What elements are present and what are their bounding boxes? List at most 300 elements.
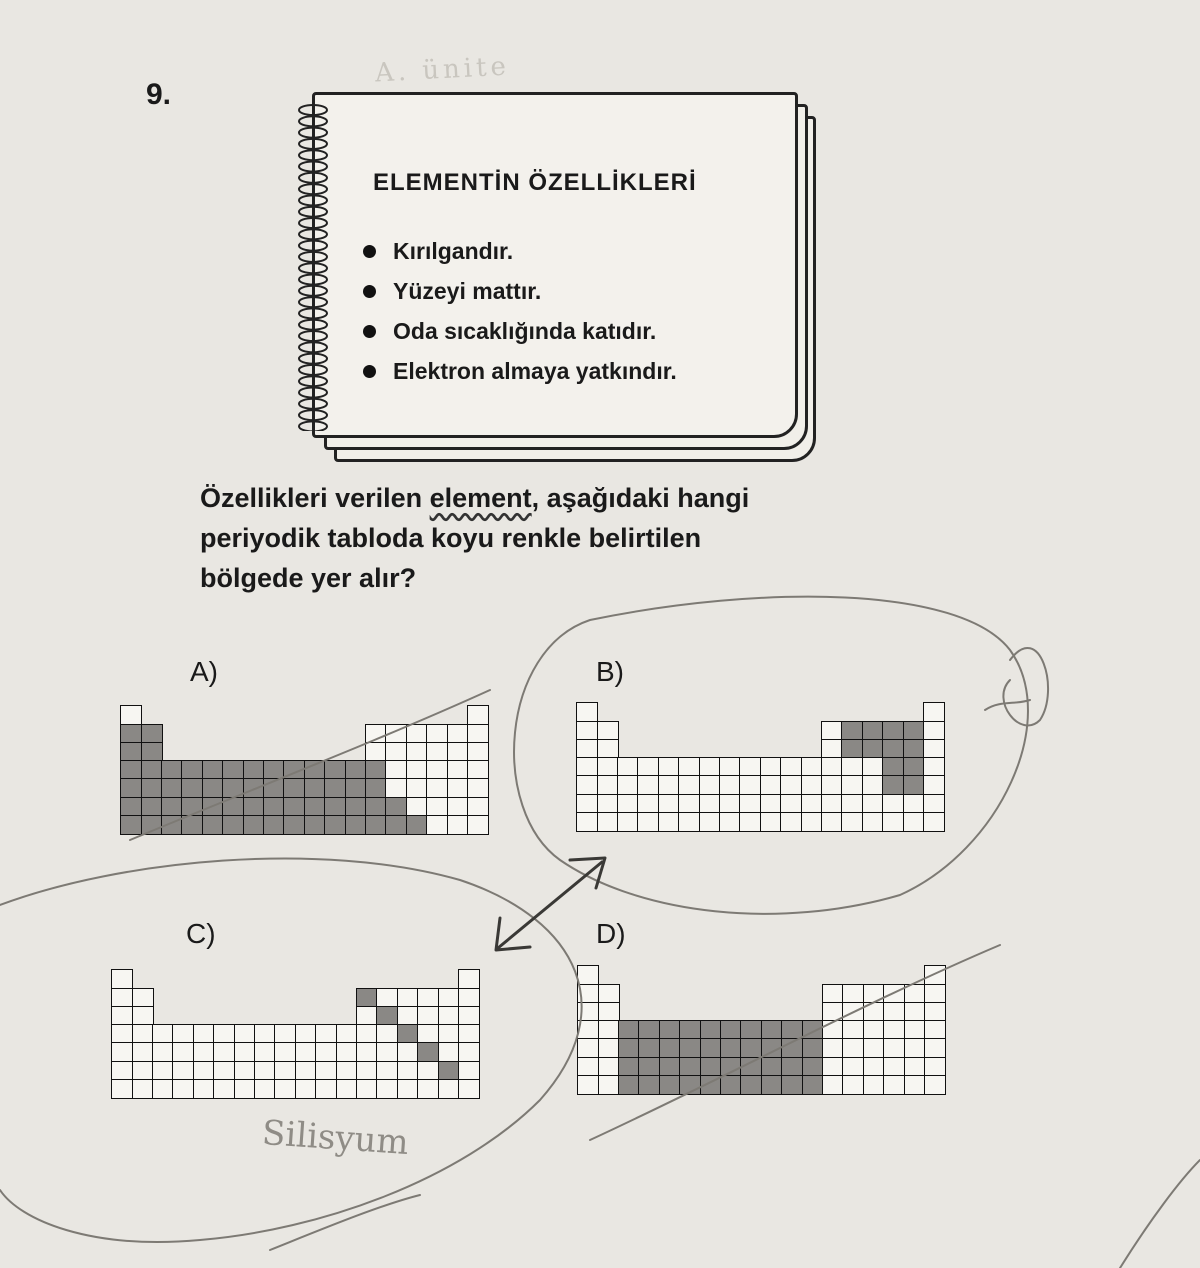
table-cell [822, 984, 844, 1004]
table-cell [802, 1075, 824, 1095]
table-cell [719, 775, 741, 795]
table-gap [162, 724, 182, 742]
table-cell [598, 1038, 620, 1058]
table-cell [780, 757, 802, 777]
table-cell [181, 815, 203, 835]
table-cell [882, 739, 904, 759]
table-gap [680, 966, 700, 984]
table-cell [576, 775, 598, 795]
table-cell [356, 1006, 378, 1026]
table-cell [760, 812, 782, 832]
table-gap [203, 743, 223, 761]
table-cell [132, 1061, 154, 1081]
table-cell [780, 775, 802, 795]
table-cell [111, 1079, 133, 1099]
table-cell [132, 988, 154, 1008]
table-cell [597, 794, 619, 814]
table-gap [162, 743, 182, 761]
table-cell [576, 812, 598, 832]
table-cell [458, 1042, 480, 1062]
table-cell [426, 760, 448, 780]
table-cell [638, 1075, 660, 1095]
table-cell [822, 1020, 844, 1040]
table-cell [781, 1057, 803, 1077]
table-cell [181, 797, 203, 817]
table-cell [141, 797, 163, 817]
table-cell [365, 724, 387, 744]
table-cell [862, 794, 884, 814]
table-cell [315, 1061, 337, 1081]
table-cell [862, 721, 884, 741]
table-gap [316, 1007, 336, 1025]
table-gap [659, 703, 679, 721]
table-cell [458, 1024, 480, 1044]
table-cell [699, 775, 721, 795]
table-gap [639, 1003, 659, 1021]
table-cell [458, 988, 480, 1008]
table-cell [903, 775, 925, 795]
table-cell [761, 1057, 783, 1077]
table-cell [222, 797, 244, 817]
table-cell [679, 1038, 701, 1058]
table-cell [274, 1024, 296, 1044]
table-cell [406, 797, 428, 817]
table-gap [638, 740, 658, 758]
table-cell [447, 797, 469, 817]
table-cell [141, 760, 163, 780]
table-cell [447, 742, 469, 762]
table-cell [801, 812, 823, 832]
table-gap [316, 970, 336, 988]
table-cell [883, 984, 905, 1004]
table-cell [923, 812, 945, 832]
table-cell [618, 1020, 640, 1040]
table-gap [802, 984, 822, 1002]
table-gap [264, 724, 284, 742]
table-cell [385, 797, 407, 817]
table-cell [152, 1061, 174, 1081]
table-cell [254, 1079, 276, 1099]
option-b-label[interactable]: B) [596, 656, 624, 687]
question-number: 9. [146, 78, 172, 111]
table-gap [680, 1003, 700, 1021]
table-cell [336, 1024, 358, 1044]
table-cell [234, 1042, 256, 1062]
table-cell [345, 815, 367, 835]
table-cell [821, 794, 843, 814]
table-gap [721, 1003, 741, 1021]
table-gap [194, 970, 214, 988]
table-gap [255, 988, 275, 1006]
table-cell [678, 775, 700, 795]
table-cell [406, 724, 428, 744]
table-cell [295, 1079, 317, 1099]
table-gap [275, 1007, 295, 1025]
table-cell [821, 757, 843, 777]
table-gap [638, 703, 658, 721]
table-gap [680, 984, 700, 1002]
table-cell [617, 757, 639, 777]
table-gap [700, 984, 720, 1002]
table-cell [172, 1061, 194, 1081]
table-cell [397, 1006, 419, 1026]
table-cell [111, 1006, 133, 1026]
table-cell [740, 1038, 762, 1058]
table-gap [203, 724, 223, 742]
table-cell [923, 794, 945, 814]
table-cell [699, 757, 721, 777]
table-cell [576, 721, 598, 741]
table-cell [618, 1038, 640, 1058]
table-cell [638, 1057, 660, 1077]
table-cell [376, 988, 398, 1008]
table-cell [132, 1042, 154, 1062]
table-gap [822, 703, 842, 721]
table-cell [222, 815, 244, 835]
table-cell [659, 1075, 681, 1095]
table-cell [781, 1075, 803, 1095]
table-cell [193, 1061, 215, 1081]
table-cell [406, 778, 428, 798]
table-cell [700, 1057, 722, 1077]
table-cell [426, 797, 448, 817]
table-gap [243, 724, 263, 742]
table-cell [417, 988, 439, 1008]
table-cell [417, 1006, 439, 1026]
option-c-periodic-table[interactable] [112, 970, 479, 1098]
table-cell [385, 778, 407, 798]
table-cell [904, 1020, 926, 1040]
table-gap [660, 1003, 680, 1021]
table-gap [659, 740, 679, 758]
table-cell [111, 1042, 133, 1062]
table-cell [780, 794, 802, 814]
table-gap [275, 970, 295, 988]
question-line1-suffix: , aşağıdaki hangi [531, 483, 750, 513]
table-cell [883, 1020, 905, 1040]
table-gap [618, 703, 638, 721]
table-gap [194, 988, 214, 1006]
table-cell [304, 815, 326, 835]
table-gap [173, 970, 193, 988]
table-cell [202, 815, 224, 835]
table-gap [720, 721, 740, 739]
option-a-periodic-table[interactable] [121, 706, 488, 834]
table-cell [576, 702, 598, 722]
table-cell [882, 812, 904, 832]
table-gap [618, 721, 638, 739]
table-gap [619, 1003, 639, 1021]
table-cell [304, 760, 326, 780]
table-gap [904, 966, 924, 984]
table-cell [447, 778, 469, 798]
table-cell [862, 757, 884, 777]
table-cell [883, 1057, 905, 1077]
table-cell [658, 775, 680, 795]
table-cell [903, 757, 925, 777]
table-cell [801, 794, 823, 814]
table-gap [781, 721, 801, 739]
table-cell [720, 1075, 742, 1095]
pencil-line-bottom [270, 1195, 420, 1250]
table-cell [577, 965, 599, 985]
table-cell [365, 815, 387, 835]
table-cell [467, 724, 489, 744]
table-gap [153, 1007, 173, 1025]
notebook-title: ELEMENTİN ÖZELLİKLERİ [373, 169, 697, 196]
table-cell [356, 1079, 378, 1099]
table-gap [223, 706, 243, 724]
table-cell [193, 1024, 215, 1044]
table-gap [406, 706, 426, 724]
table-cell [842, 1020, 864, 1040]
table-cell [904, 1075, 926, 1095]
table-cell [202, 797, 224, 817]
table-gap [699, 703, 719, 721]
table-cell [821, 739, 843, 759]
table-cell [263, 778, 285, 798]
table-cell [842, 1038, 864, 1058]
table-cell [882, 721, 904, 741]
table-cell [842, 1002, 864, 1022]
table-gap [720, 703, 740, 721]
table-cell [397, 1042, 419, 1062]
table-cell [658, 794, 680, 814]
table-cell [438, 1079, 460, 1099]
table-gap [194, 1007, 214, 1025]
table-gap [296, 970, 316, 988]
table-cell [417, 1024, 439, 1044]
table-gap [325, 706, 345, 724]
table-cell [658, 812, 680, 832]
table-gap [862, 703, 882, 721]
table-cell [637, 775, 659, 795]
table-cell [637, 794, 659, 814]
option-c-label[interactable]: C) [186, 918, 216, 949]
table-cell [406, 815, 428, 835]
table-cell [576, 757, 598, 777]
table-cell [923, 739, 945, 759]
table-cell [904, 1002, 926, 1022]
table-cell [263, 760, 285, 780]
table-cell [598, 984, 620, 1004]
table-cell [577, 984, 599, 1004]
table-gap [336, 988, 356, 1006]
spiral-binding-icon [293, 101, 333, 431]
table-cell [193, 1042, 215, 1062]
table-cell [637, 757, 659, 777]
property-item: Oda sıcaklığında katıdır. [363, 311, 677, 351]
table-cell [882, 794, 904, 814]
question-line2: periyodik tabloda koyu renkle belirtilen [200, 523, 702, 553]
table-gap [782, 984, 802, 1002]
table-cell [904, 1038, 926, 1058]
table-gap [619, 966, 639, 984]
table-gap [284, 743, 304, 761]
table-cell [801, 757, 823, 777]
table-gap [823, 966, 843, 984]
table-cell [659, 1057, 681, 1077]
double-arrow-icon [498, 862, 602, 948]
table-cell [324, 778, 346, 798]
table-cell [699, 812, 721, 832]
table-gap [802, 966, 822, 984]
table-cell [213, 1079, 235, 1099]
table-gap [597, 703, 617, 721]
table-gap [782, 966, 802, 984]
table-cell [438, 1042, 460, 1062]
table-cell [780, 812, 802, 832]
table-cell [801, 775, 823, 795]
table-cell [120, 742, 142, 762]
table-cell [863, 1002, 885, 1022]
table-gap [173, 988, 193, 1006]
table-gap [255, 970, 275, 988]
table-cell [577, 1038, 599, 1058]
table-gap [884, 966, 904, 984]
table-gap [801, 740, 821, 758]
table-cell [336, 1061, 358, 1081]
table-cell [699, 794, 721, 814]
table-gap [741, 966, 761, 984]
property-item: Yüzeyi mattır. [363, 271, 677, 311]
table-gap [843, 966, 863, 984]
table-cell [467, 705, 489, 725]
table-gap [357, 970, 377, 988]
table-cell [719, 794, 741, 814]
table-cell [202, 778, 224, 798]
table-cell [841, 794, 863, 814]
table-gap [801, 721, 821, 739]
underlined-word: element [429, 483, 532, 513]
table-cell [295, 1024, 317, 1044]
table-cell [234, 1024, 256, 1044]
notebook-card [312, 92, 798, 438]
table-cell [700, 1038, 722, 1058]
table-cell [576, 794, 598, 814]
option-d-label[interactable]: D) [596, 918, 626, 949]
table-cell [923, 721, 945, 741]
table-cell [376, 1061, 398, 1081]
table-cell [152, 1042, 174, 1062]
table-cell [467, 742, 489, 762]
table-cell [356, 1024, 378, 1044]
table-gap [203, 706, 223, 724]
table-gap [182, 724, 202, 742]
table-cell [467, 815, 489, 835]
table-cell [376, 1024, 398, 1044]
table-cell [172, 1042, 194, 1062]
table-cell [597, 812, 619, 832]
table-cell [263, 815, 285, 835]
table-cell [336, 1042, 358, 1062]
table-cell [821, 775, 843, 795]
table-gap [801, 703, 821, 721]
table-cell [883, 1002, 905, 1022]
table-gap [234, 970, 254, 988]
table-gap [275, 988, 295, 1006]
table-gap [397, 970, 417, 988]
table-cell [141, 742, 163, 762]
option-b-periodic-table[interactable] [577, 703, 944, 831]
table-cell [213, 1061, 235, 1081]
table-gap [182, 706, 202, 724]
table-cell [903, 812, 925, 832]
table-cell [617, 794, 639, 814]
table-cell [924, 1020, 946, 1040]
table-gap [305, 706, 325, 724]
table-gap [762, 984, 782, 1002]
table-cell [739, 757, 761, 777]
table-cell [243, 797, 265, 817]
table-gap [264, 743, 284, 761]
table-gap [296, 1007, 316, 1025]
table-cell [447, 815, 469, 835]
table-cell [385, 724, 407, 744]
table-cell [761, 1038, 783, 1058]
table-cell [700, 1020, 722, 1040]
table-gap [863, 966, 883, 984]
table-cell [447, 724, 469, 744]
table-cell [841, 812, 863, 832]
table-cell [618, 1057, 640, 1077]
table-gap [305, 743, 325, 761]
table-cell [740, 1020, 762, 1040]
table-gap [699, 721, 719, 739]
table-gap [761, 703, 781, 721]
table-cell [172, 1079, 194, 1099]
table-gap [802, 1003, 822, 1021]
table-cell [426, 742, 448, 762]
table-cell [863, 984, 885, 1004]
table-cell [863, 1075, 885, 1095]
table-cell [598, 1075, 620, 1095]
table-cell [863, 1038, 885, 1058]
table-cell [904, 1057, 926, 1077]
table-cell [719, 812, 741, 832]
table-cell [576, 739, 598, 759]
table-cell [356, 1042, 378, 1062]
option-a-label[interactable]: A) [190, 656, 218, 687]
table-cell [132, 1024, 154, 1044]
table-cell [120, 778, 142, 798]
handwritten-note: Silisyum [260, 1112, 410, 1164]
table-gap [618, 740, 638, 758]
table-gap [679, 703, 699, 721]
table-gap [305, 724, 325, 742]
table-cell [781, 1020, 803, 1040]
table-cell [720, 1020, 742, 1040]
table-cell [883, 1075, 905, 1095]
table-gap [598, 966, 618, 984]
table-cell [658, 757, 680, 777]
table-cell [739, 775, 761, 795]
table-gap [699, 740, 719, 758]
table-cell [841, 775, 863, 795]
table-gap [720, 740, 740, 758]
table-cell [679, 1020, 701, 1040]
table-cell [923, 757, 945, 777]
table-cell [397, 1061, 419, 1081]
table-cell [822, 1057, 844, 1077]
table-cell [678, 794, 700, 814]
table-cell [385, 760, 407, 780]
option-d-periodic-table[interactable] [578, 966, 945, 1094]
table-cell [385, 815, 407, 835]
table-cell [883, 1038, 905, 1058]
table-gap [153, 988, 173, 1006]
table-cell [356, 988, 378, 1008]
